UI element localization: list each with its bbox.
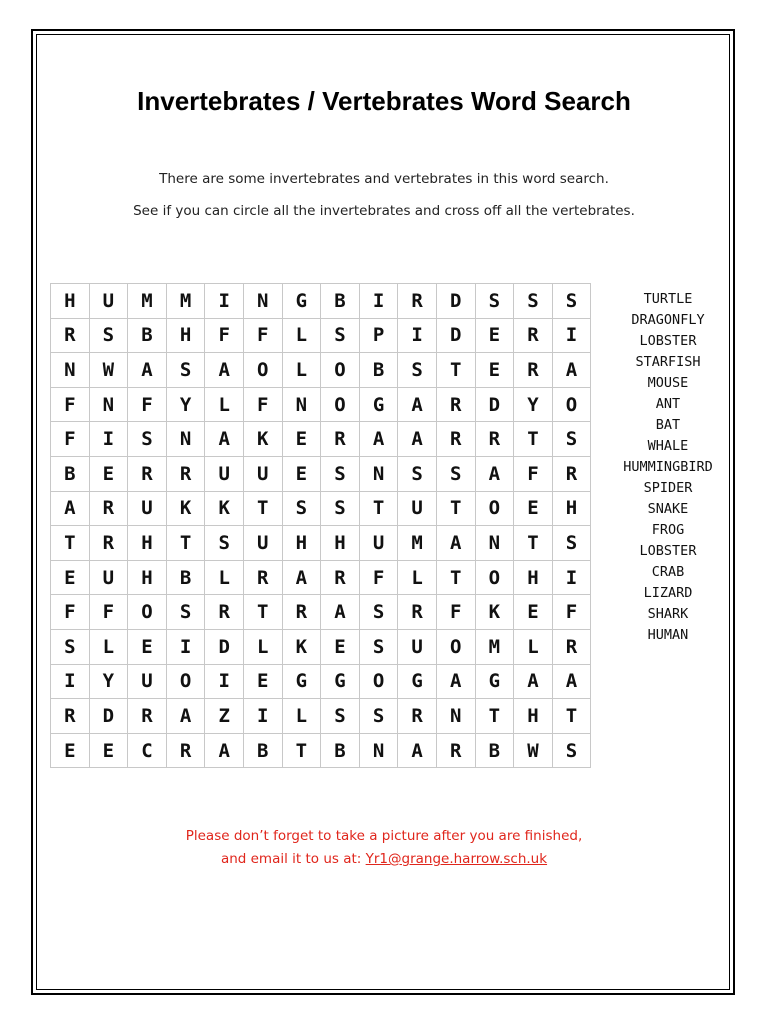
grid-cell[interactable]: U <box>359 526 398 561</box>
grid-cell[interactable]: A <box>321 595 360 630</box>
grid-cell[interactable]: D <box>205 629 244 664</box>
grid-row <box>51 318 591 353</box>
grid-cell[interactable]: B <box>475 733 514 768</box>
grid-cell[interactable]: S <box>321 491 360 526</box>
word-list-item: MOUSE <box>647 375 689 391</box>
grid-cell[interactable]: E <box>282 456 321 491</box>
grid-cell[interactable]: K <box>282 629 321 664</box>
grid-cell[interactable]: F <box>359 560 398 595</box>
word-list-item: SHARK <box>647 606 689 622</box>
grid-cell[interactable]: F <box>243 387 282 422</box>
word-list-item: BAT <box>655 417 681 433</box>
grid-cell[interactable]: K <box>166 491 205 526</box>
grid-cell[interactable]: P <box>359 318 398 353</box>
grid-cell[interactable]: I <box>552 318 591 353</box>
grid-cell[interactable]: M <box>128 284 167 319</box>
grid-cell[interactable]: M <box>398 526 437 561</box>
grid-cell[interactable]: S <box>128 422 167 457</box>
grid-cell[interactable]: O <box>166 664 205 699</box>
grid-cell[interactable]: R <box>321 422 360 457</box>
grid-cell[interactable]: L <box>282 699 321 734</box>
grid-cell[interactable]: D <box>89 699 128 734</box>
grid-row <box>51 456 591 491</box>
grid-cell[interactable]: T <box>166 526 205 561</box>
grid-cell[interactable]: T <box>436 491 475 526</box>
grid-row <box>51 699 591 734</box>
grid-cell[interactable]: H <box>321 526 360 561</box>
grid-cell[interactable]: Y <box>89 664 128 699</box>
grid-cell[interactable]: I <box>166 629 205 664</box>
grid-cell[interactable]: U <box>128 491 167 526</box>
grid-cell[interactable]: T <box>475 699 514 734</box>
grid-cell[interactable]: A <box>282 560 321 595</box>
grid-cell[interactable]: A <box>398 422 437 457</box>
grid-cell[interactable]: U <box>128 664 167 699</box>
grid-cell[interactable]: G <box>282 664 321 699</box>
grid-row <box>51 664 591 699</box>
grid-cell[interactable]: I <box>51 664 90 699</box>
word-list-item: LIZARD <box>643 585 693 601</box>
grid-cell[interactable]: T <box>436 353 475 388</box>
grid-cell[interactable]: T <box>359 491 398 526</box>
grid-cell[interactable]: S <box>475 284 514 319</box>
grid-cell[interactable]: R <box>89 526 128 561</box>
grid-cell[interactable]: R <box>436 387 475 422</box>
grid-cell[interactable]: I <box>552 560 591 595</box>
grid-cell[interactable]: K <box>243 422 282 457</box>
grid-cell[interactable]: A <box>166 699 205 734</box>
grid-row <box>51 560 591 595</box>
grid-cell[interactable]: O <box>475 491 514 526</box>
grid-cell[interactable]: S <box>205 526 244 561</box>
grid-cell[interactable]: A <box>205 733 244 768</box>
grid-cell[interactable]: T <box>51 526 90 561</box>
grid-cell[interactable]: B <box>321 284 360 319</box>
grid-cell[interactable]: R <box>436 422 475 457</box>
grid-cell[interactable]: B <box>321 733 360 768</box>
grid-cell[interactable]: F <box>51 422 90 457</box>
grid-cell[interactable]: E <box>89 733 128 768</box>
grid-cell[interactable]: S <box>321 318 360 353</box>
grid-cell[interactable]: H <box>128 526 167 561</box>
grid-cell[interactable]: T <box>282 733 321 768</box>
grid-cell[interactable]: K <box>475 595 514 630</box>
grid-cell[interactable]: U <box>398 629 437 664</box>
grid-cell[interactable]: R <box>398 699 437 734</box>
grid-cell[interactable]: H <box>282 526 321 561</box>
grid-cell[interactable]: R <box>51 318 90 353</box>
grid-cell[interactable]: E <box>321 629 360 664</box>
grid-cell[interactable]: M <box>475 629 514 664</box>
grid-cell[interactable]: E <box>51 560 90 595</box>
grid-row <box>51 422 591 457</box>
grid-cell[interactable]: G <box>359 387 398 422</box>
word-search-grid <box>50 283 591 768</box>
grid-cell[interactable]: S <box>398 456 437 491</box>
grid-cell[interactable]: U <box>398 491 437 526</box>
grid-row <box>51 733 591 768</box>
grid-cell[interactable]: N <box>89 387 128 422</box>
grid-cell[interactable]: R <box>321 560 360 595</box>
grid-cell[interactable]: R <box>128 699 167 734</box>
grid-cell[interactable]: O <box>321 353 360 388</box>
grid-cell[interactable]: T <box>514 422 553 457</box>
grid-cell[interactable]: E <box>89 456 128 491</box>
grid-cell[interactable]: E <box>128 629 167 664</box>
grid-cell[interactable]: R <box>166 733 205 768</box>
grid-cell[interactable]: U <box>243 456 282 491</box>
grid-cell[interactable]: F <box>51 387 90 422</box>
grid-cell[interactable]: O <box>359 664 398 699</box>
grid-cell[interactable]: S <box>166 595 205 630</box>
grid-cell[interactable]: S <box>436 456 475 491</box>
word-list-item: LOBSTER <box>639 333 697 349</box>
grid-cell[interactable]: R <box>436 733 475 768</box>
grid-cell[interactable]: B <box>166 560 205 595</box>
word-list-item: HUMAN <box>647 627 689 643</box>
grid-cell[interactable]: F <box>89 595 128 630</box>
grid-cell[interactable]: S <box>321 456 360 491</box>
word-list-item: CRAB <box>651 564 685 580</box>
grid-cell[interactable]: R <box>128 456 167 491</box>
page-title: Invertebrates / Vertebrates Word Search <box>137 86 631 116</box>
grid-cell[interactable]: R <box>398 595 437 630</box>
footer-email-prefix: and email it to us at: <box>220 851 366 867</box>
grid-cell[interactable]: R <box>514 318 553 353</box>
word-list-item: ANT <box>655 396 681 412</box>
grid-cell[interactable]: O <box>475 560 514 595</box>
grid-cell[interactable]: A <box>436 526 475 561</box>
grid-cell[interactable]: A <box>398 733 437 768</box>
grid-cell[interactable]: H <box>51 284 90 319</box>
grid-cell[interactable]: G <box>475 664 514 699</box>
grid-cell[interactable]: Y <box>166 387 205 422</box>
grid-cell[interactable]: L <box>205 387 244 422</box>
grid-cell[interactable]: E <box>475 353 514 388</box>
grid-cell[interactable]: S <box>51 629 90 664</box>
grid-cell[interactable]: R <box>552 629 591 664</box>
grid-cell[interactable]: E <box>475 318 514 353</box>
grid-cell[interactable]: Y <box>514 387 553 422</box>
grid-cell[interactable]: A <box>205 353 244 388</box>
grid-cell[interactable]: E <box>514 595 553 630</box>
grid-row <box>51 491 591 526</box>
grid-cell[interactable]: H <box>552 491 591 526</box>
grid-cell[interactable]: K <box>205 491 244 526</box>
grid-cell[interactable]: U <box>243 526 282 561</box>
grid-cell[interactable]: U <box>89 284 128 319</box>
grid-row <box>51 353 591 388</box>
word-list-item: DRAGONFLY <box>631 312 705 328</box>
grid-cell[interactable]: R <box>552 456 591 491</box>
instruction-line-1: There are some invertebrates and vertebrates in this word search. <box>159 171 609 187</box>
footer-reminder: Please don’t forget to take a picture after you are finished, <box>185 828 583 844</box>
word-list-item: WHALE <box>647 438 689 454</box>
grid-cell[interactable]: F <box>436 595 475 630</box>
grid-row <box>51 387 591 422</box>
grid-cell[interactable]: G <box>398 664 437 699</box>
grid-cell[interactable]: F <box>205 318 244 353</box>
grid-cell[interactable]: R <box>398 284 437 319</box>
grid-cell[interactable]: F <box>514 456 553 491</box>
grid-cell[interactable]: I <box>243 699 282 734</box>
grid-cell[interactable]: N <box>436 699 475 734</box>
grid-cell[interactable]: S <box>514 284 553 319</box>
grid-cell[interactable]: I <box>89 422 128 457</box>
grid-cell[interactable]: S <box>359 699 398 734</box>
grid-cell[interactable]: N <box>51 353 90 388</box>
grid-cell[interactable]: O <box>243 353 282 388</box>
grid-cell[interactable]: N <box>166 422 205 457</box>
grid-cell[interactable]: F <box>552 595 591 630</box>
grid-cell[interactable]: A <box>398 387 437 422</box>
grid-cell[interactable]: U <box>205 456 244 491</box>
word-list-item: SPIDER <box>643 480 693 496</box>
grid-cell[interactable]: N <box>243 284 282 319</box>
grid-cell[interactable]: G <box>321 664 360 699</box>
grid-cell[interactable]: R <box>282 595 321 630</box>
grid-cell[interactable]: H <box>166 318 205 353</box>
instruction-line-2: See if you can circle all the invertebrates and cross off all the vertebrates. <box>133 203 635 219</box>
grid-cell[interactable]: I <box>398 318 437 353</box>
grid-cell[interactable]: H <box>514 560 553 595</box>
word-list <box>598 289 738 646</box>
grid-cell[interactable]: S <box>552 733 591 768</box>
grid-cell[interactable]: E <box>282 422 321 457</box>
grid-row <box>51 629 591 664</box>
grid-cell[interactable]: A <box>552 353 591 388</box>
grid-cell[interactable]: I <box>205 664 244 699</box>
grid-cell[interactable]: S <box>552 284 591 319</box>
grid-row <box>51 284 591 319</box>
grid-cell[interactable]: N <box>475 526 514 561</box>
grid-cell[interactable]: L <box>514 629 553 664</box>
grid-cell[interactable]: R <box>51 699 90 734</box>
grid-cell[interactable]: L <box>282 353 321 388</box>
word-list-item: STARFISH <box>635 354 701 370</box>
grid-cell[interactable]: F <box>51 595 90 630</box>
grid-cell[interactable]: D <box>436 318 475 353</box>
grid-cell[interactable]: D <box>436 284 475 319</box>
grid-cell[interactable]: O <box>128 595 167 630</box>
word-list-item: HUMMINGBIRD <box>623 459 713 475</box>
grid-cell[interactable]: O <box>321 387 360 422</box>
grid-cell[interactable]: O <box>552 387 591 422</box>
grid-cell[interactable]: B <box>128 318 167 353</box>
grid-cell[interactable]: R <box>475 422 514 457</box>
grid-cell[interactable]: R <box>89 491 128 526</box>
grid-cell[interactable]: D <box>475 387 514 422</box>
grid-cell[interactable]: S <box>166 353 205 388</box>
grid-cell[interactable]: A <box>475 456 514 491</box>
grid-cell[interactable]: E <box>514 491 553 526</box>
grid-cell[interactable]: N <box>359 733 398 768</box>
grid-cell[interactable]: I <box>359 284 398 319</box>
grid-cell[interactable]: N <box>359 456 398 491</box>
grid-cell[interactable]: L <box>398 560 437 595</box>
grid-cell[interactable]: T <box>436 560 475 595</box>
grid-cell[interactable]: S <box>552 422 591 457</box>
grid-cell[interactable]: L <box>205 560 244 595</box>
grid-cell[interactable]: S <box>552 526 591 561</box>
grid-cell[interactable]: T <box>552 699 591 734</box>
grid-cell[interactable]: M <box>166 284 205 319</box>
word-list-item: FROG <box>651 522 685 538</box>
grid-cell[interactable]: S <box>89 318 128 353</box>
grid-cell[interactable]: W <box>89 353 128 388</box>
grid-cell[interactable]: B <box>51 456 90 491</box>
grid-cell[interactable]: L <box>282 318 321 353</box>
grid-cell[interactable]: A <box>514 664 553 699</box>
grid-cell[interactable]: F <box>243 318 282 353</box>
grid-cell[interactable]: B <box>243 733 282 768</box>
grid-cell[interactable]: Z <box>205 699 244 734</box>
grid-cell[interactable]: E <box>51 733 90 768</box>
grid-cell[interactable]: S <box>359 629 398 664</box>
grid-row <box>51 526 591 561</box>
grid-cell[interactable]: C <box>128 733 167 768</box>
word-list-item: SNAKE <box>647 501 689 517</box>
grid-cell[interactable]: S <box>398 353 437 388</box>
grid-cell[interactable]: G <box>282 284 321 319</box>
grid-cell[interactable]: W <box>514 733 553 768</box>
word-list-item: TURTLE <box>643 291 693 307</box>
word-list-item: LOBSTER <box>639 543 697 559</box>
grid-cell[interactable]: T <box>514 526 553 561</box>
grid-cell[interactable]: A <box>51 491 90 526</box>
grid-cell[interactable]: A <box>552 664 591 699</box>
grid-cell[interactable]: L <box>89 629 128 664</box>
grid-cell[interactable]: T <box>243 595 282 630</box>
grid-cell[interactable]: H <box>514 699 553 734</box>
grid-cell[interactable]: E <box>243 664 282 699</box>
grid-cell[interactable]: B <box>359 353 398 388</box>
grid-cell[interactable]: L <box>243 629 282 664</box>
grid-cell[interactable]: F <box>128 387 167 422</box>
grid-cell[interactable]: S <box>359 595 398 630</box>
grid-cell[interactable]: R <box>514 353 553 388</box>
grid-cell[interactable]: R <box>205 595 244 630</box>
grid-cell[interactable]: T <box>243 491 282 526</box>
grid-cell[interactable]: A <box>128 353 167 388</box>
footer-email-line <box>0 851 768 867</box>
grid-cell[interactable]: H <box>128 560 167 595</box>
grid-cell[interactable]: S <box>282 491 321 526</box>
grid-cell[interactable]: S <box>321 699 360 734</box>
grid-cell[interactable]: O <box>436 629 475 664</box>
email-link[interactable]: Yr1@grange.harrow.sch.uk <box>365 851 548 867</box>
grid-cell[interactable]: A <box>205 422 244 457</box>
grid-cell[interactable]: A <box>359 422 398 457</box>
grid-cell[interactable]: R <box>243 560 282 595</box>
grid-cell[interactable]: U <box>89 560 128 595</box>
grid-cell[interactable]: R <box>166 456 205 491</box>
grid-cell[interactable]: A <box>436 664 475 699</box>
grid-row <box>51 595 591 630</box>
grid-cell[interactable]: I <box>205 284 244 319</box>
grid-cell[interactable]: N <box>282 387 321 422</box>
